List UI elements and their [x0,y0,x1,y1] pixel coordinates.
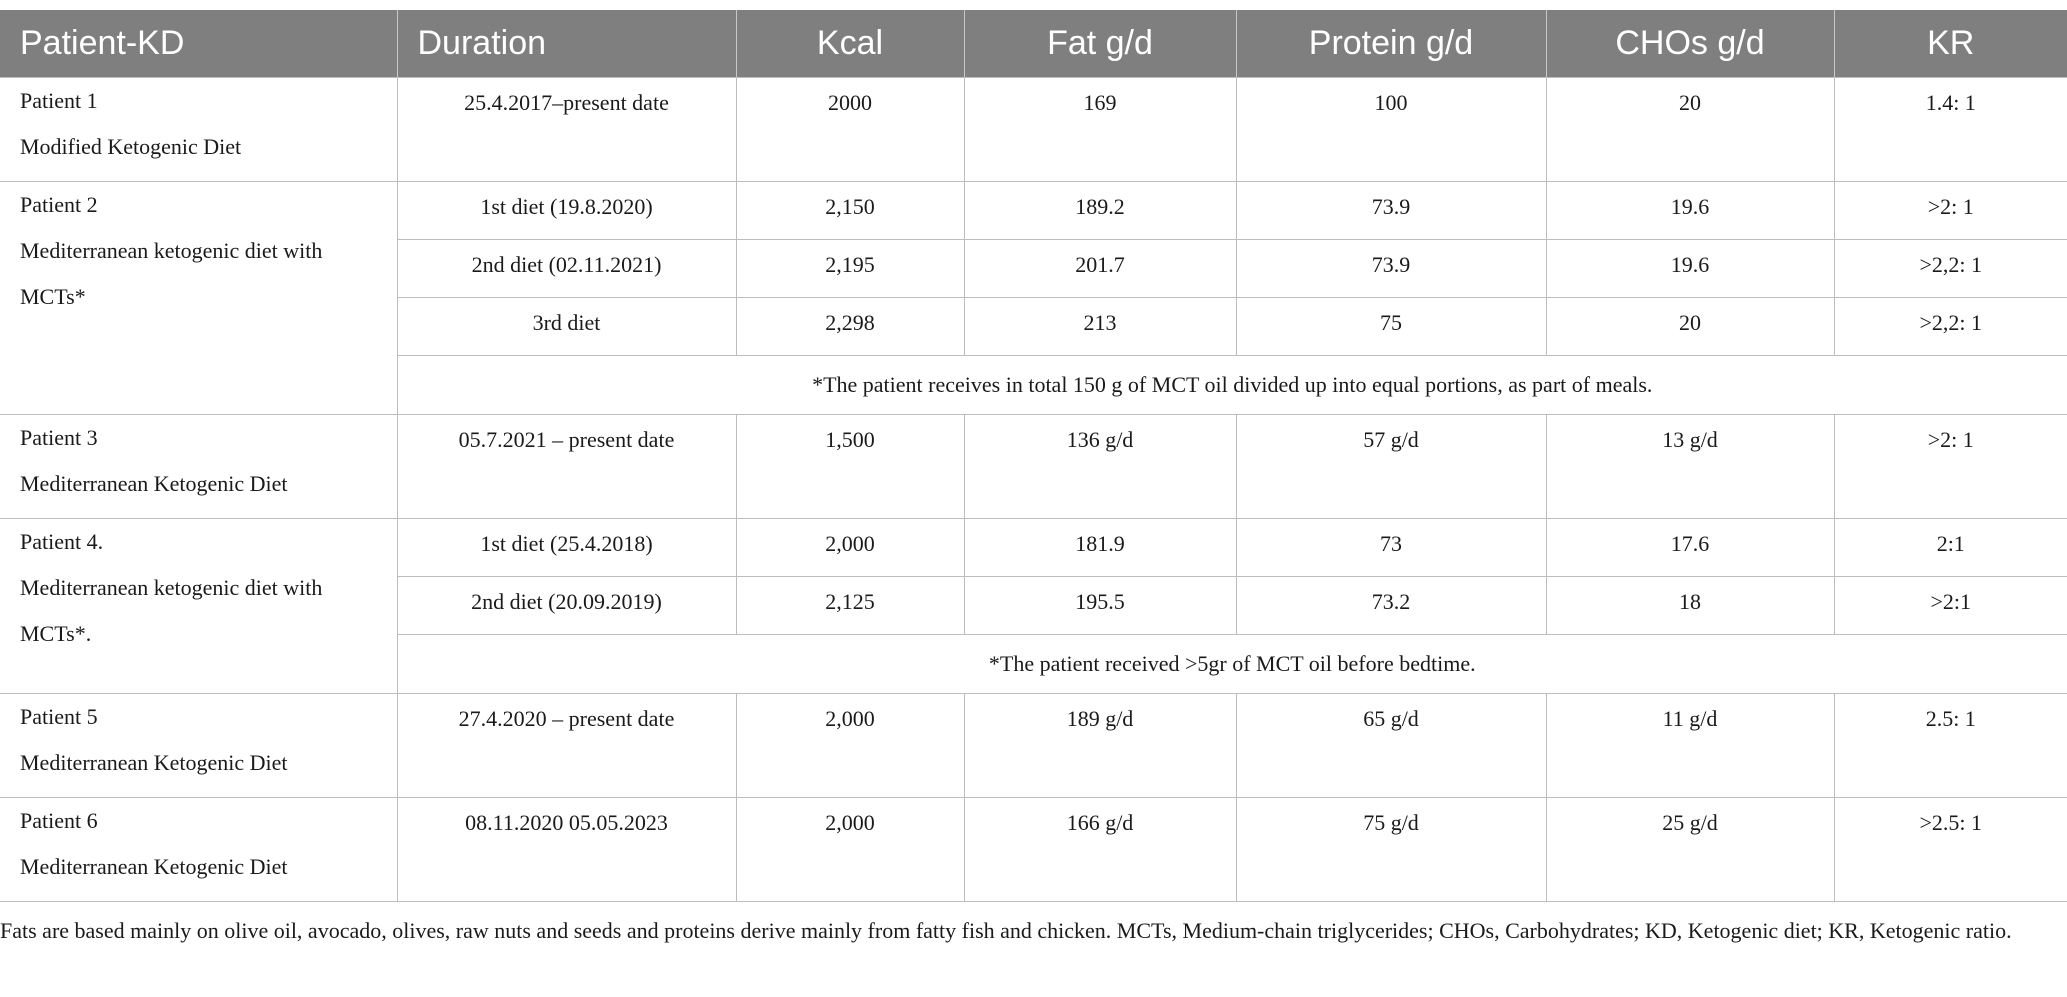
chos-cell: 18 [1546,577,1834,635]
patient-name: Patient 2 [20,192,98,217]
table-row [0,182,2067,240]
kcal-cell: 2,000 [736,798,964,902]
fat-cell: 169 [964,78,1236,182]
protein-cell: 57 g/d [1236,415,1546,519]
patient-cell [0,182,397,415]
patient-cell [0,694,397,798]
patient-cell [0,519,397,694]
duration-cell: 1st diet (25.4.2018) [397,519,736,577]
protein-cell: 73.9 [1236,182,1546,240]
col-header-fat: Fat g/d [964,10,1236,78]
col-header-protein: Protein g/d [1236,10,1546,78]
kcal-cell: 2000 [736,78,964,182]
kr-cell: 1.4: 1 [1834,78,2067,182]
kr-cell: >2: 1 [1834,415,2067,519]
duration-cell: 25.4.2017–present date [397,78,736,182]
kcal-cell: 2,000 [736,519,964,577]
chos-cell: 25 g/d [1546,798,1834,902]
duration-cell: 2nd diet (02.11.2021) [397,240,736,298]
kr-cell: >2,2: 1 [1834,298,2067,356]
col-header-patient-kd: Patient-KD [0,10,397,78]
kr-cell: 2.5: 1 [1834,694,2067,798]
patient-diet: Mediterranean Ketogenic Diet [20,854,288,879]
chos-cell: 17.6 [1546,519,1834,577]
header-row [0,10,2067,78]
patient-cell [0,798,397,902]
kcal-cell: 2,000 [736,694,964,798]
patient-note: *The patient received >5gr of MCT oil before bedtime. [397,635,2067,694]
patient-name: Patient 3 [20,425,98,450]
table-row [0,519,2067,577]
col-header-duration: Duration [397,10,736,78]
col-header-kr: KR [1834,10,2067,78]
table-row [0,78,2067,182]
duration-cell: 2nd diet (20.09.2019) [397,577,736,635]
fat-cell: 213 [964,298,1236,356]
kcal-cell: 2,298 [736,298,964,356]
duration-cell: 1st diet (19.8.2020) [397,182,736,240]
kr-cell: >2.5: 1 [1834,798,2067,902]
protein-cell: 73.9 [1236,240,1546,298]
table-footnote: Fats are based mainly on olive oil, avocado, olives, raw nuts and seeds and proteins derive mainly from fatty fish and chicken. MCTs, Medium-chain triglycerides; CHOs, Carbohydrates; KD, Ketogenic diet; KR, Ketogenic ratio. [0,918,2012,943]
table-row [0,415,2067,519]
patient-diet: Mediterranean Ketogenic Diet [20,750,288,775]
patient-diet: Mediterranean Ketogenic Diet [20,471,288,496]
protein-cell: 65 g/d [1236,694,1546,798]
patient-diet: Modified Ketogenic Diet [20,134,242,159]
chos-cell: 13 g/d [1546,415,1834,519]
duration-cell: 05.7.2021 – present date [397,415,736,519]
chos-cell: 20 [1546,78,1834,182]
col-header-chos: CHOs g/d [1546,10,1834,78]
fat-cell: 189.2 [964,182,1236,240]
protein-cell: 100 [1236,78,1546,182]
patient-name: Patient 6 [20,808,98,833]
col-header-kcal: Kcal [736,10,964,78]
patient-diet-line1: Mediterranean ketogenic diet with [20,575,323,600]
fat-cell: 166 g/d [964,798,1236,902]
fat-cell: 201.7 [964,240,1236,298]
ketogenic-diet-table [0,10,2067,902]
patient-diet-line2: MCTs*. [20,621,92,646]
duration-cell: 3rd diet [397,298,736,356]
protein-cell: 73 [1236,519,1546,577]
table-row [0,694,2067,798]
patient-name: Patient 4. [20,529,104,554]
kr-cell: 2:1 [1834,519,2067,577]
chos-cell: 11 g/d [1546,694,1834,798]
kcal-cell: 1,500 [736,415,964,519]
fat-cell: 189 g/d [964,694,1236,798]
patient-note: *The patient receives in total 150 g of MCT oil divided up into equal portions, as part of meals. [397,356,2067,415]
patient-name: Patient 1 [20,88,98,113]
duration-cell: 27.4.2020 – present date [397,694,736,798]
table-row [0,798,2067,902]
patient-diet-line2: MCTs* [20,284,86,309]
protein-cell: 75 [1236,298,1546,356]
diet-table-container [0,10,2067,948]
fat-cell: 136 g/d [964,415,1236,519]
fat-cell: 195.5 [964,577,1236,635]
chos-cell: 19.6 [1546,240,1834,298]
chos-cell: 20 [1546,298,1834,356]
protein-cell: 73.2 [1236,577,1546,635]
chos-cell: 19.6 [1546,182,1834,240]
patient-diet-line1: Mediterranean ketogenic diet with [20,238,323,263]
fat-cell: 181.9 [964,519,1236,577]
kr-cell: >2:1 [1834,577,2067,635]
kr-cell: >2,2: 1 [1834,240,2067,298]
duration-cell: 08.11.2020 05.05.2023 [397,798,736,902]
protein-cell: 75 g/d [1236,798,1546,902]
patient-name: Patient 5 [20,704,98,729]
kcal-cell: 2,125 [736,577,964,635]
patient-cell [0,78,397,182]
kcal-cell: 2,150 [736,182,964,240]
patient-cell [0,415,397,519]
kr-cell: >2: 1 [1834,182,2067,240]
kcal-cell: 2,195 [736,240,964,298]
